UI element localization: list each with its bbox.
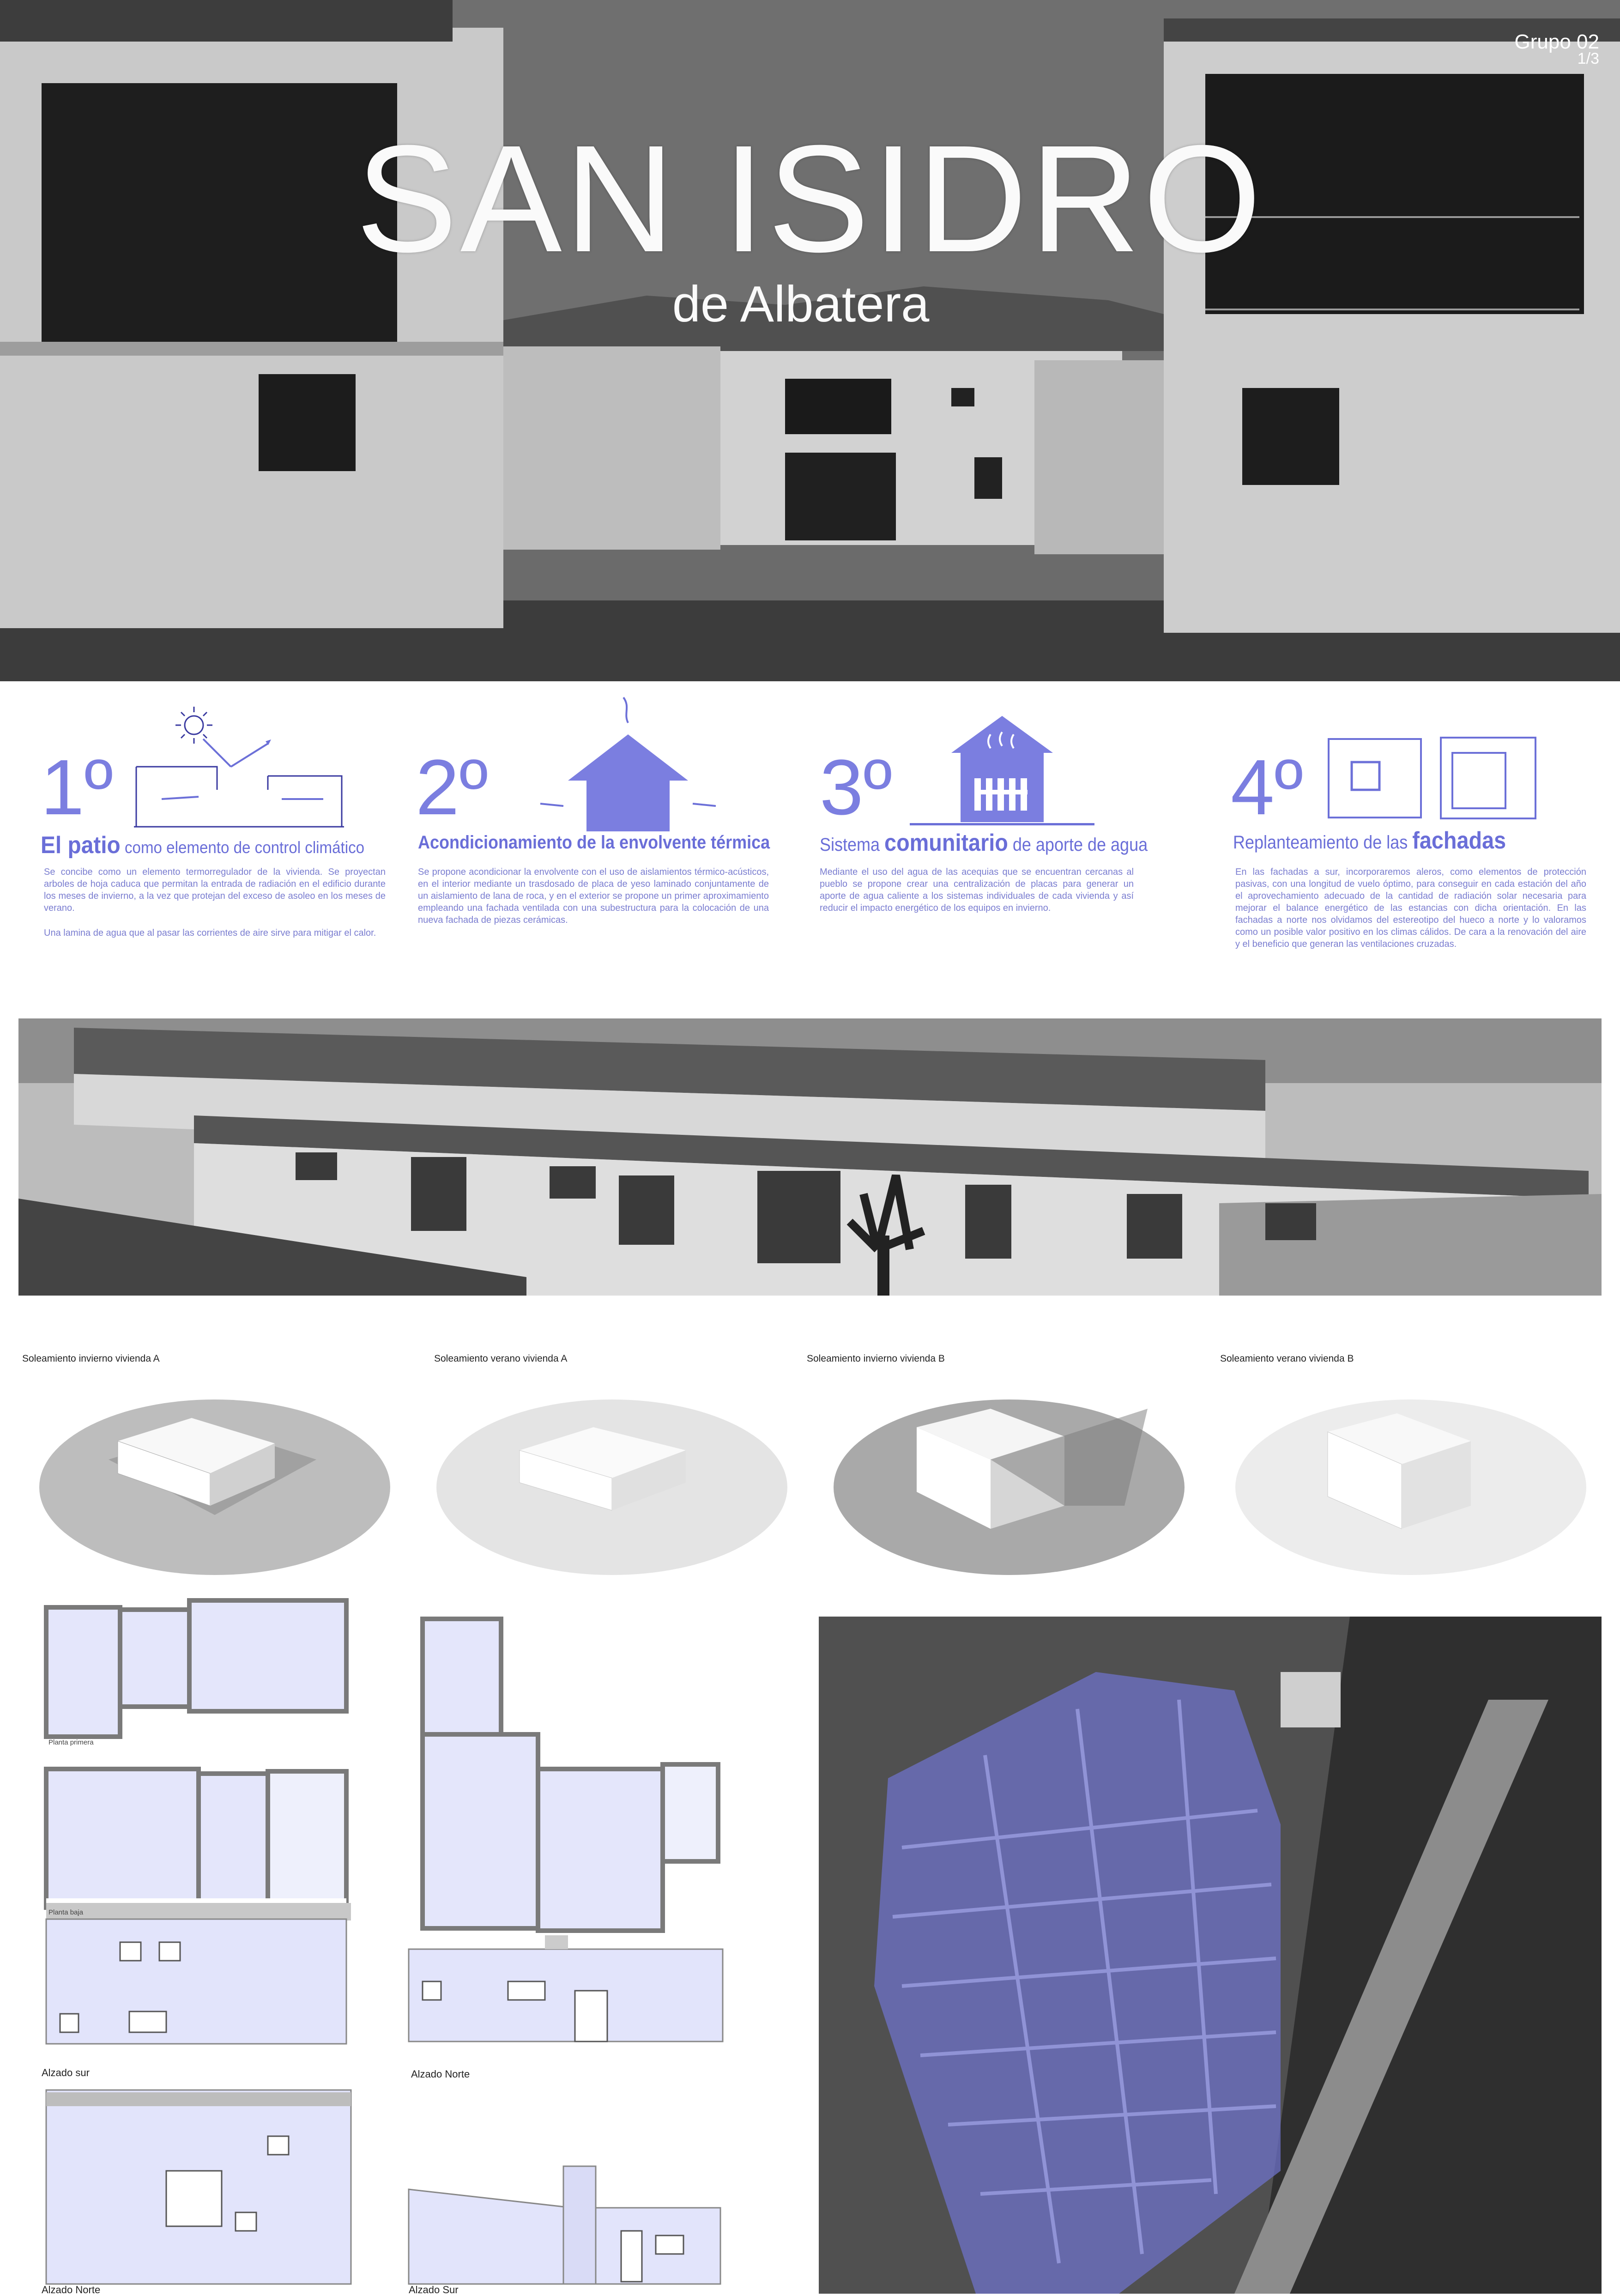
strategies-section: [0, 688, 1620, 1002]
patio-sun-diagram-icon: [129, 697, 360, 831]
strategy-2-text: Se propone acondicionar la envolvente con el uso de aislamientos térmico-acústicos, en el interior mediante un trasdosado de placa de yeso laminado conjuntamente de un aislamiento de lana de roca, y en el exterior se propone un primer aproximamiento empleando una fachada ventilada con una subestructura para la colocación de una nueva fachada de piezas cerámicas.: [418, 867, 769, 925]
page-number: 1/3: [1577, 50, 1599, 67]
plan-upper-label: Planta primera: [48, 1739, 94, 1746]
elevation-a-sur-caption: Alzado sur: [42, 2067, 90, 2078]
strategy-1-text: Se concibe como un elemento termorregulador de la vivienda. Se proyectan arboles de hoja caduca que permitan la entrada de radiación en el edificio durante los meses de invierno, a la vez que protejan del exceso de asoleo en los meses de verano. Una lamina de agua que al pasar las corrientes de aire sirve para mitigar el calor.: [44, 867, 386, 938]
neighborhood-photo-graphic: [18, 1018, 1602, 1296]
aerial-map-graphic: [819, 1617, 1602, 2294]
group-label: Grupo 02: [1514, 30, 1599, 53]
hero-photo: [0, 0, 1620, 681]
sun-study-label-1: Soleamiento invierno vivienda A: [22, 1353, 160, 1364]
sun-study-label-4: Soleamiento verano vivienda B: [1220, 1353, 1354, 1364]
strategy-2-number: 2º: [416, 744, 488, 831]
house-envelope-icon: [531, 693, 725, 831]
strategy-1-number: 1º: [41, 744, 113, 831]
neighborhood-photo: [18, 1018, 1602, 1296]
sun-studies-render: [39, 1399, 1586, 1584]
house-heating-icon: [905, 716, 1099, 836]
strategy-4-number: 4º: [1231, 744, 1303, 831]
window-frames-icon: [1328, 737, 1538, 824]
strategy-4-title: Replanteamiento de las fachadas: [1233, 827, 1506, 854]
hero-photo-graphic: [0, 0, 1620, 681]
strategy-1-title: El patio como elemento de control climático: [41, 832, 365, 859]
aerial-map: [819, 1617, 1602, 2294]
page-subtitle: de Albatera: [672, 276, 930, 333]
elevation-b-norte-caption: Alzado Norte: [411, 2068, 470, 2080]
plans-elevations: [42, 1575, 734, 2286]
page-title: SAN ISIDRO: [356, 113, 1264, 284]
strategy-3-text: Mediante el uso del agua de las acequias que se encuentran cercanas al pueblo se propone crear una centralización de placas para generar un aporte de agua caliente a los sistemas individuales de cada vivienda y así reducir el impacto energético de los equipos en invierno.: [820, 867, 1134, 913]
plan-ground-label: Planta baja: [48, 1908, 84, 1916]
sun-study-label-3: Soleamiento invierno vivienda B: [807, 1353, 945, 1364]
strategy-4-text: En las fachadas a sur, incorporaremos aleros, como elementos de protección pasivas, con una longitud de vuelo óptimo, para conseguir en cada estación del año el aprovechamiento adecuado de la cantidad de radiación solar necesaria para mejorar el balance energético de las estancias con dicha orientación. En las fachadas a norte nos olvidamos del estereotipo del hueco a norte y lo valoramos como un posible valor positivo en los climas cálidos. De cara a la renovación del aire y el beneficio que generan las ventilaciones cruzadas.: [1235, 867, 1586, 949]
strategy-3-number: 3º: [820, 744, 892, 831]
elevation-a-norte-caption: Alzado Norte: [42, 2284, 101, 2296]
elevation-b-sur-caption: Alzado Sur: [409, 2284, 459, 2296]
strategy-3-title: Sistema comunitario de aporte de agua: [820, 830, 1148, 856]
sun-study-label-2: Soleamiento verano vivienda A: [434, 1353, 568, 1364]
strategy-2-title: Acondicionamiento de la envolvente térmica: [418, 832, 770, 853]
